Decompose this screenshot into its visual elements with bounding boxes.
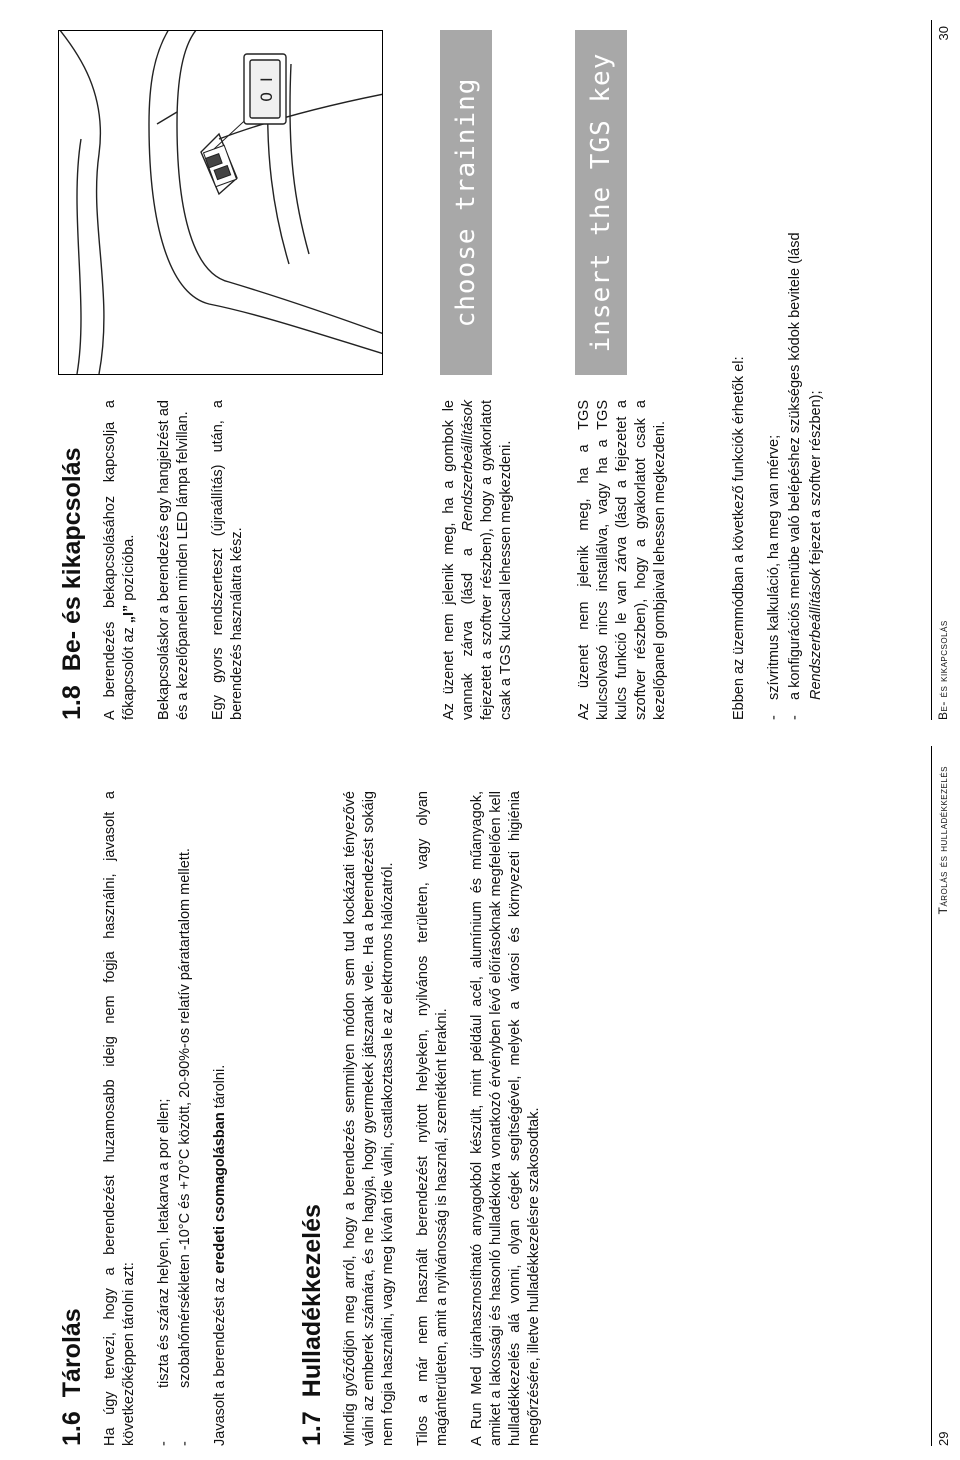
power-paragraph-3: Egy gyors rendszerteszt (újraállítás) után, a berendezés használatra kész. bbox=[210, 400, 245, 720]
waste-paragraph-2: Tilos a már nem használt berendezést nyitott helyeken, nyilvános területen, vagy olyan magánterületen, amit a nyilvánosság is használ, szemétként lerakni. bbox=[415, 791, 450, 1446]
power-switch-illustration bbox=[58, 30, 383, 375]
list-item: - szobahőmérsékleten -10°C és +70°C között, 20-90%-os relatív páratartalom mellett. bbox=[177, 848, 193, 1446]
section-title: Be- és kikapcsolás bbox=[58, 447, 86, 672]
page-footer bbox=[931, 746, 954, 1446]
section-heading-waste bbox=[298, 791, 327, 1446]
power-paragraph-1 bbox=[101, 400, 139, 720]
para-bold: „I” bbox=[121, 604, 137, 624]
functions-list bbox=[765, 30, 826, 720]
waste-paragraph-1: Mindig győződjön meg arról, hogy a berendezés semmilyen módon sem tud kockázati tényezővé válni az emberek számára, és ne hagyja, hogy gyermekek játszanak vele. Ha a berendezést sokáig nem fogja használni, vagy meg kíván tőle válni, csatlakoztassa le az elektromos hálózatról. bbox=[342, 791, 396, 1446]
para-italic: Rendszerbeállítások bbox=[460, 400, 476, 532]
page-number: 29 bbox=[936, 1431, 951, 1446]
switch-off-label: 0 bbox=[257, 91, 276, 102]
section-title: Hulladékkezelés bbox=[298, 1204, 326, 1398]
list-item-text: a konfigurációs menübe való belépéshez szükséges kódok bevitele (lásd bbox=[787, 232, 803, 700]
storage-list bbox=[155, 791, 195, 1446]
list-item: - szívritmus kalkuláció, ha meg van mérve; bbox=[766, 434, 782, 720]
list-item: - tiszta és száraz helyen, letakarva a por ellen; bbox=[156, 1098, 172, 1446]
para-text: Az üzenet nem jelenik meg, ha a gombok le vannak zárva (lásd a bbox=[441, 400, 476, 720]
right-page bbox=[0, 20, 960, 720]
lcd-message-choose-training bbox=[440, 30, 492, 375]
section-heading-storage bbox=[58, 791, 87, 1446]
footer-title: Be- és kikapcsolás bbox=[936, 620, 950, 720]
footer-title: Tárolás és hulladékkezelés bbox=[936, 766, 950, 915]
note-text: tárolni. bbox=[212, 1064, 228, 1113]
lcd-message-insert-key bbox=[575, 30, 627, 375]
note-bold: eredeti csomagolásban bbox=[212, 1112, 228, 1274]
section-title: Tárolás bbox=[58, 1308, 86, 1398]
section-number: 1.7 bbox=[298, 1411, 326, 1446]
para-text: A berendezés bekapcsolásához kapcsolja a főkapcsolót az bbox=[102, 400, 137, 720]
list-item: - a konfigurációs menübe való belépéshez szükséges kódok bevitele (lásd bbox=[787, 232, 803, 720]
list-item-text: tiszta és száraz helyen, letakarva a por ellen; bbox=[156, 1098, 172, 1388]
lcd-text: choose training bbox=[451, 77, 481, 328]
page-number: 30 bbox=[936, 26, 951, 41]
lcd-text: insert the TGS key bbox=[586, 52, 616, 353]
para-text: fejezetet a szoftver részben), hogy a gyakorlatot csak a TGS kulccsal lehessen megkezdeni. bbox=[479, 400, 514, 720]
message-2-text bbox=[575, 400, 686, 720]
list-item bbox=[807, 30, 826, 720]
list-item-text: szívritmus kalkuláció, ha meg van mérve; bbox=[766, 434, 782, 700]
note-text: Javasolt a berendezést az bbox=[212, 1273, 228, 1446]
device-drawing bbox=[59, 30, 383, 374]
storage-intro: Ha úgy tervezi, hogy a berendezést huzamosabb ideig nem fogja használni, javasolt a következőképpen tárolni azt: bbox=[102, 791, 137, 1446]
para-text: Az üzenet nem jelenik meg, ha a TGS kulcsolvasó nincs installálva, vagy ha a TGS kulcs funkció le van zárva (lásd a bbox=[576, 400, 630, 720]
power-paragraph-2: Bekapcsoláskor a berendezés egy hangjelzést ad és a kezelőpanelen minden LED lámpa felvillan. bbox=[156, 400, 191, 720]
functions-block bbox=[730, 30, 842, 720]
power-paragraph-4 bbox=[440, 400, 516, 720]
list-item-text: fejezet a szoftver részben); bbox=[808, 390, 824, 569]
power-paragraph-6: Ebben az üzemmódban a következő funkciók érhetők el: bbox=[731, 356, 747, 720]
list-item-text: szobahőmérsékleten -10°C és +70°C között, 20-90%-os relatív páratartalom mellett. bbox=[177, 848, 193, 1388]
list-item-italic: Rendszerbeállítások bbox=[808, 568, 824, 700]
left-column bbox=[58, 791, 560, 1446]
section-heading-power bbox=[58, 400, 87, 720]
switch-on-label: I bbox=[257, 77, 276, 82]
page-footer bbox=[931, 20, 954, 720]
para-text: pozícióba. bbox=[121, 534, 137, 605]
right-column bbox=[58, 400, 263, 720]
section-number: 1.8 bbox=[58, 685, 86, 720]
left-page bbox=[0, 746, 960, 1446]
power-paragraph-5 bbox=[575, 400, 670, 720]
message-1-text bbox=[440, 400, 532, 720]
para-text: fejezetet a szoftver részben), hogy a gyakorlatot csak a kezelőpanel gombjaival lehessen megkezdeni. bbox=[614, 400, 668, 720]
storage-note bbox=[211, 791, 230, 1446]
section-number: 1.6 bbox=[58, 1411, 86, 1446]
waste-paragraph-3: A Run Med újrahasznosítható anyagokból készült, mint például acél, alumínium és műanyagok, amiket a lakossági és hasonló hulladékokra vonatkozó érvényben lévő előírásoknak megfelelően kell hulladékkezelés alá vonni, olyan cégek segítségével, melyek a városi és környezeti higiénia megőrzésére, illetve hulladékkezelésre szakosodtak. bbox=[469, 791, 542, 1446]
